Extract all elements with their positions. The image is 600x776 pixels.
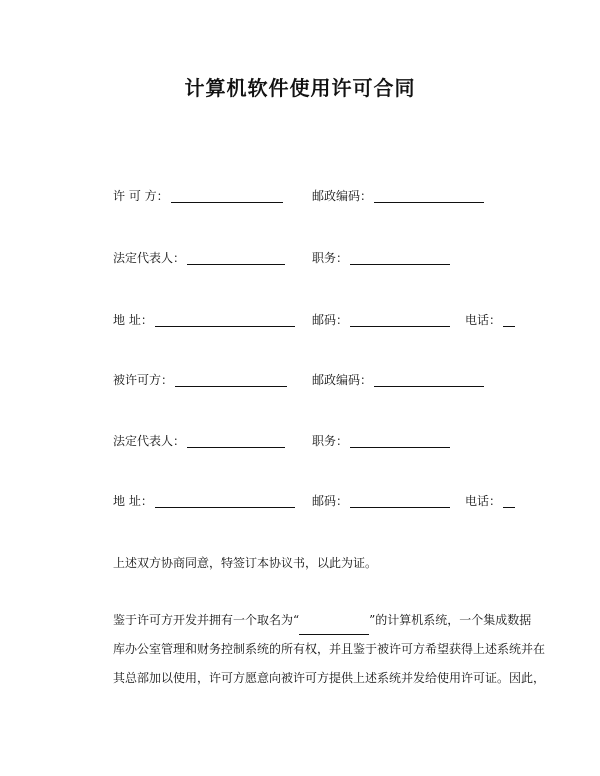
licensor-party-blank[interactable] <box>171 188 283 203</box>
licensor-position-field <box>312 250 450 265</box>
licensor-party-label: 许 可 方： <box>113 189 169 203</box>
licensee-post-blank[interactable] <box>350 493 450 508</box>
licensee-post-label: 邮码： <box>312 494 349 508</box>
body-line-1-after: ”的计算机系统，一个集成数据 <box>369 613 532 627</box>
licensee-postcode-field <box>312 372 484 387</box>
licensee-position-field <box>312 433 450 448</box>
body-line-3: 其总部加以使用，许可方愿意向被许可方提供上述系统并发给使用许可证。因此， <box>113 671 546 685</box>
document-title: 计算机软件使用许可合同 <box>184 76 416 100</box>
licensee-party-label: 被许可方： <box>113 373 174 387</box>
licensor-phone-blank[interactable] <box>503 312 515 327</box>
licensor-postcode-field <box>312 188 484 203</box>
licensor-phone-field <box>465 312 515 327</box>
licensee-phone-blank[interactable] <box>503 493 515 508</box>
licensor-party-field <box>113 188 283 203</box>
licensee-position-blank[interactable] <box>350 433 450 448</box>
licensee-postcode-label: 邮政编码： <box>312 373 373 387</box>
licensee-address-label: 地 址： <box>113 494 153 508</box>
licensor-post-label: 邮码： <box>312 313 349 327</box>
licensee-rep-label: 法定代表人： <box>113 434 186 448</box>
body-paragraph <box>113 606 546 693</box>
licensor-rep-field <box>113 250 285 265</box>
licensee-address-blank[interactable] <box>155 493 295 508</box>
body-line-1 <box>113 606 532 635</box>
licensee-position-label: 职务： <box>312 434 349 448</box>
body-line-2: 库办公室管理和财务控制系统的所有权，并且鉴于被许可方希望获得上述系统并在 <box>113 642 546 656</box>
licensee-address-field <box>113 493 295 508</box>
licensee-rep-blank[interactable] <box>187 433 285 448</box>
agreement-sentence: 上述双方协商同意，特签订本协议书，以此为证。 <box>113 556 378 570</box>
licensor-phone-label: 电话： <box>465 313 502 327</box>
licensee-phone-label: 电话： <box>465 494 502 508</box>
licensor-address-label: 地 址： <box>113 313 153 327</box>
licensor-post-field <box>312 312 450 327</box>
licensor-position-blank[interactable] <box>350 250 450 265</box>
system-name-blank[interactable] <box>299 621 369 635</box>
licensor-position-label: 职务： <box>312 251 349 265</box>
licensor-postcode-blank[interactable] <box>374 188 484 203</box>
licensee-party-blank[interactable] <box>175 372 287 387</box>
licensee-phone-field <box>465 493 515 508</box>
licensor-address-blank[interactable] <box>155 312 295 327</box>
body-line-1-before: 鉴于许可方开发并拥有一个取名为“ <box>113 613 300 627</box>
licensor-postcode-label: 邮政编码： <box>312 189 373 203</box>
licensor-rep-blank[interactable] <box>187 250 285 265</box>
licensee-party-field <box>113 372 287 387</box>
licensor-address-field <box>113 312 295 327</box>
licensee-postcode-blank[interactable] <box>374 372 484 387</box>
licensor-post-blank[interactable] <box>350 312 450 327</box>
licensee-post-field <box>312 493 450 508</box>
licensee-rep-field <box>113 433 285 448</box>
licensor-rep-label: 法定代表人： <box>113 251 186 265</box>
